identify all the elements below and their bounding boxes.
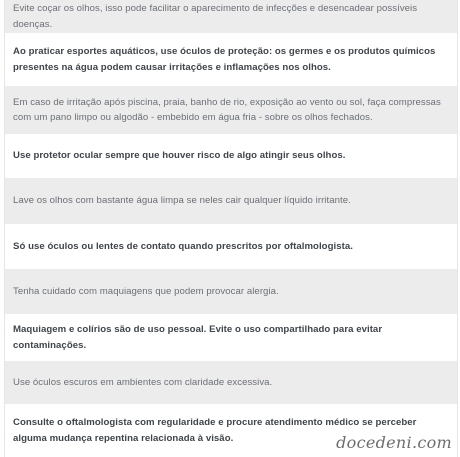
tip-text: Evite coçar os olhos, isso pode facilitar o aparecimento de infecções e desencadear possíveis doenças.	[13, 3, 418, 30]
tip-text: Lave os olhos com bastante água limpa se neles cair qualquer líquido irritante.	[13, 195, 351, 207]
tip-row	[5, 314, 457, 361]
tip-row	[5, 361, 457, 404]
watermark: docedeni.com	[336, 433, 452, 452]
tip-text: Consulte o oftalmologista com regularidade e procure atendimento médico se perceber alguma mudança repentina relacionada à visão.	[13, 417, 417, 444]
tip-row	[5, 0, 457, 33]
tip-row	[5, 269, 457, 314]
tip-row	[5, 86, 457, 134]
tip-row	[5, 134, 457, 178]
tip-text: Use protetor ocular sempre que houver risco de algo atingir seus olhos.	[13, 150, 346, 162]
tip-row	[5, 33, 457, 86]
tip-text: Em caso de irritação após piscina, praia, banho de rio, exposição ao vento ou sol, faça compressas com um pano limpo ou algodão - embebido em água fria - sobre os olhos fechados.	[13, 96, 441, 123]
tip-text: Use óculos escuros em ambientes com claridade excessiva.	[13, 376, 273, 388]
tip-text: Tenha cuidado com maquiagens que podem provocar alergia.	[13, 285, 279, 297]
tip-row	[5, 178, 457, 224]
tip-text: Maquiagem e colírios são de uso pessoal. Evite o uso compartilhado para evitar contaminações.	[13, 324, 383, 351]
tip-row	[5, 224, 457, 269]
tips-table	[4, 0, 458, 457]
tip-text: Só use óculos ou lentes de contato quando prescritos por oftalmologista.	[13, 240, 353, 252]
tip-text: Ao praticar esportes aquáticos, use óculos de proteção: os germes e os produtos químicos presentes na água podem causar irritações e inflamações nos olhos.	[13, 46, 436, 73]
